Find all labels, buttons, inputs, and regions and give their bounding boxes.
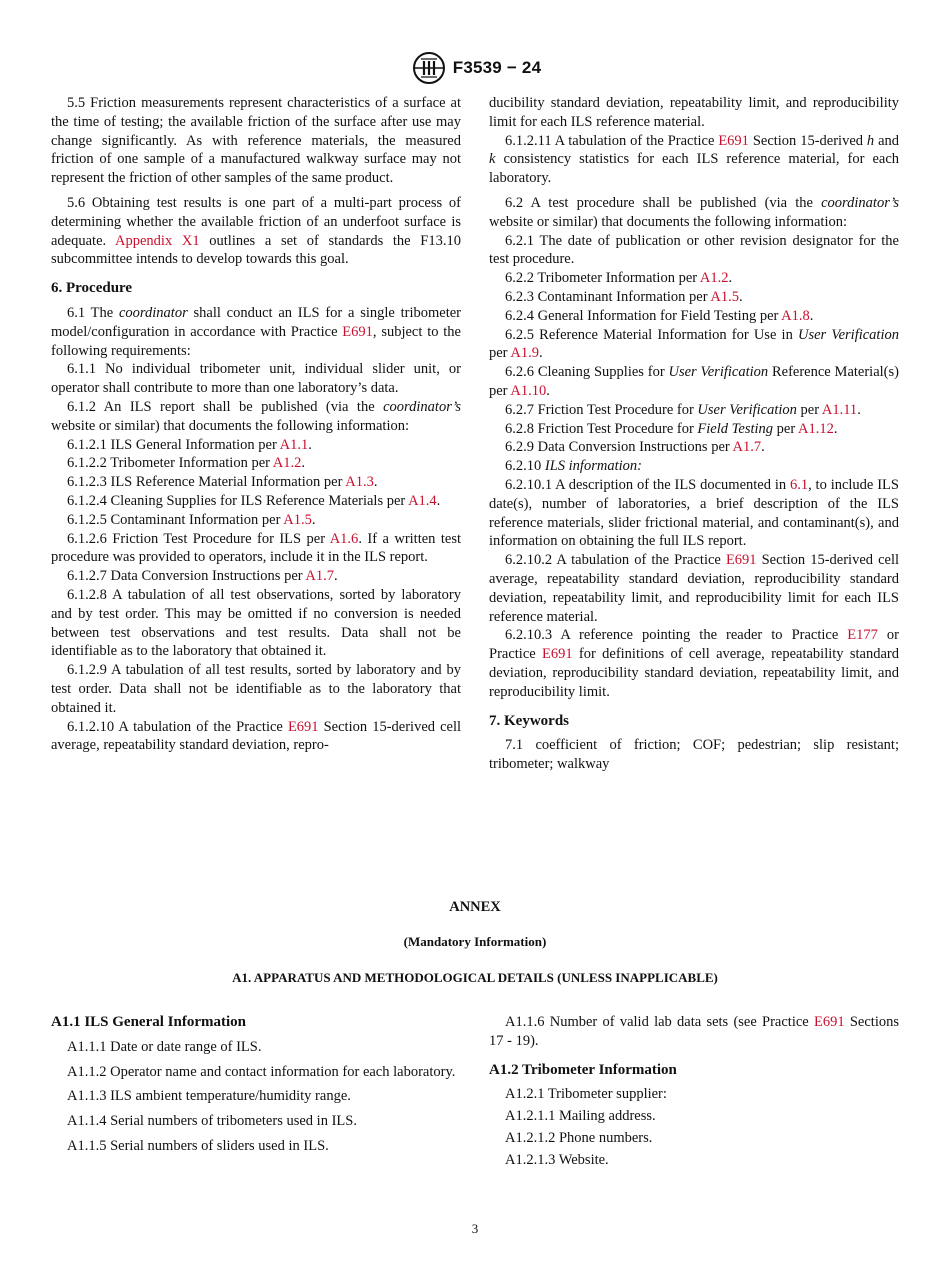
- para-6-2-4: 6.2.4 General Information for Field Testing per A1.8.: [505, 307, 814, 324]
- a1-11-link[interactable]: A1.11: [821, 401, 858, 418]
- a1-5-link[interactable]: A1.5: [283, 511, 312, 528]
- a1-2-1-3: A1.2.1.3 Website.: [505, 1151, 609, 1168]
- para-7-1: 7.1 coefficient of friction; COF; pedestrian; slip resistant; tribometer; walkway: [489, 737, 899, 773]
- a1-2-link[interactable]: A1.2: [272, 455, 302, 472]
- para-6-2-8: 6.2.8 Friction Test Procedure for Field Testing per A1.12.: [505, 420, 838, 437]
- a1-2-heading: A1.2 Tribometer Information: [489, 1061, 677, 1078]
- page-number: 3: [471, 1221, 479, 1236]
- a1-6-link[interactable]: A1.6: [329, 530, 359, 547]
- a1-2-1-2: A1.2.1.2 Phone numbers.: [505, 1129, 653, 1146]
- para-6-1-2-10: 6.1.2.10 A tabulation of the Practice E691 Section 15-derived cell average, repeatability standard deviation, repro-: [51, 718, 462, 754]
- a1-5-link[interactable]: A1.5: [710, 288, 739, 305]
- para-5-6: 5.6 Obtaining test results is one part of a multi-part process of determining whether the available friction of an underfoot surface is adequate. Appendix X1 outlines a set of standards the F13.10 subcommittee intends to develop towards this goal.: [51, 194, 461, 268]
- right-column: [489, 94, 899, 774]
- a1-2-1: A1.2.1 Tribometer supplier:: [505, 1086, 667, 1103]
- page-header: [0, 52, 950, 84]
- para-6-1-2-11: 6.1.2.11 A tabulation of the Practice E691 Section 15-derived h and k consistency statistics for each ILS reference material, for each laboratory.: [489, 132, 900, 187]
- annex-a1-heading: A1. APPARATUS AND METHODOLOGICAL DETAILS (UNLESS INAPPLICABLE): [232, 970, 718, 985]
- appendix-x1-link[interactable]: Appendix X1: [115, 232, 200, 249]
- a1-1-heading: A1.1 ILS General Information: [51, 1014, 246, 1030]
- para-6-1-2-6: 6.1.2.6 Friction Test Procedure for ILS per A1.6. If a written test procedure was provided to operators, include it in the ILS report.: [51, 530, 461, 566]
- section-6-1-link[interactable]: 6.1: [789, 476, 809, 493]
- e691-link[interactable]: E691: [542, 646, 573, 663]
- a1-9-link[interactable]: A1.9: [510, 345, 539, 362]
- e177-link[interactable]: E177: [847, 627, 878, 644]
- a1-1-2: A1.1.2 Operator name and contact information for each laboratory.: [67, 1063, 456, 1080]
- e691-link[interactable]: E691: [814, 1014, 845, 1030]
- a1-2-link[interactable]: A1.2: [699, 270, 729, 287]
- a1-1-6: A1.1.6 Number of valid lab data sets (see Practice E691 Sections 17 - 19).: [489, 1014, 899, 1049]
- annex-left-column: [51, 1013, 461, 1162]
- para-6-2-5: 6.2.5 Reference Material Information for Use in User Verification per A1.9.: [489, 326, 899, 362]
- a1-7-link[interactable]: A1.7: [732, 439, 762, 456]
- para-5-5: 5.5 Friction measurements represent characteristics of a surface at the time of testing; the available friction of the surface after use may change significantly. As with reference materials, the measured friction of one sample of a manufactured walkway surface may not represent the friction of other samples of the same product.: [51, 95, 461, 187]
- annex-title: ANNEX: [449, 899, 501, 915]
- para-6-1-2-2: 6.1.2.2 Tribometer Information per A1.2.: [67, 455, 306, 472]
- annex-right-column: [489, 1013, 899, 1173]
- a1-1-5: A1.1.5 Serial numbers of sliders used in ILS.: [67, 1137, 329, 1154]
- e691-link[interactable]: E691: [725, 552, 757, 569]
- section-7-heading: 7. Keywords: [489, 712, 569, 729]
- para-6-1-2-5: 6.1.2.5 Contaminant Information per A1.5.: [67, 511, 316, 528]
- a1-2-1-1: A1.2.1.1 Mailing address.: [505, 1108, 656, 1125]
- a1-10-link[interactable]: A1.10: [510, 382, 547, 399]
- a1-1-link[interactable]: A1.1: [279, 436, 309, 453]
- para-6-2-1: 6.2.1 The date of publication or other revision designator for the test procedure.: [489, 232, 899, 268]
- para-6-1-2: 6.1.2 An ILS report shall be published (via the coordinator’s website or similar) that documents the following information:: [51, 398, 461, 434]
- para-6-2-10-3: 6.2.10.3 A reference pointing the reader to Practice E177 or Practice E691 for definitions of cell average, repeatability standard deviation, reproducibility standard deviation, repeatability limit, and reproducibility limit.: [489, 627, 899, 700]
- para-6-2-10-2: 6.2.10.2 A tabulation of the Practice E691 Section 15-derived cell average, repeatability standard deviation, reproducibility standard deviation, repeatability limit, and reproducibility limit for each ILS reference material.: [489, 552, 900, 625]
- para-6-1: 6.1 The coordinator shall conduct an ILS for a single tribometer model/configuration in accordance with Practice E691, subject to the following requirements:: [51, 304, 462, 359]
- e691-link[interactable]: E691: [287, 718, 319, 735]
- astm-logo-icon: [409, 52, 449, 84]
- para-6-1-2-10-cont: ducibility standard deviation, repeatability limit, and reproducibility limit for each ILS reference material.: [489, 95, 899, 130]
- para-6-2-10-1: 6.2.10.1 A description of the ILS documented in 6.1, to include ILS date(s), number of laboratories, a brief description of the ILS reference materials, slider frictional material, and contaminant(s), and information on obtaining the full ILS report.: [489, 476, 899, 550]
- a1-1-4: A1.1.4 Serial numbers of tribometers used in ILS.: [67, 1113, 357, 1130]
- e691-link[interactable]: E691: [342, 323, 373, 340]
- para-6-1-2-4: 6.1.2.4 Cleaning Supplies for ILS Reference Materials per A1.4.: [67, 492, 441, 509]
- para-6-2-10: 6.2.10 ILS information:: [505, 458, 642, 475]
- a1-12-link[interactable]: A1.12: [798, 420, 834, 437]
- a1-7-link[interactable]: A1.7: [305, 568, 335, 585]
- a1-3-link[interactable]: A1.3: [345, 474, 374, 491]
- section-6-heading: 6. Procedure: [51, 280, 133, 297]
- annex-subtitle: (Mandatory Information): [403, 934, 547, 949]
- a1-1-3: A1.1.3 ILS ambient temperature/humidity range.: [67, 1088, 351, 1105]
- document-designation: F3539 − 24: [452, 57, 542, 77]
- para-6-1-2-3: 6.1.2.3 ILS Reference Material Information per A1.3.: [67, 474, 378, 491]
- para-6-2-6: 6.2.6 Cleaning Supplies for User Verification Reference Material(s) per A1.10.: [489, 364, 899, 399]
- para-6-2-9: 6.2.9 Data Conversion Instructions per A1.7.: [505, 439, 765, 456]
- para-6-2-2: 6.2.2 Tribometer Information per A1.2.: [505, 270, 733, 287]
- para-6-2-7: 6.2.7 Friction Test Procedure for User Verification per A1.11.: [505, 401, 861, 418]
- para-6-1-2-8: 6.1.2.8 A tabulation of all test observations, sorted by laboratory and by test order. This may be omitted if no conversion is needed between test observations and test results. Data shall not be identifiable as to the laboratory that obtained it.: [51, 586, 461, 660]
- a1-1-1: A1.1.1 Date or date range of ILS.: [67, 1038, 262, 1055]
- a1-4-link[interactable]: A1.4: [408, 492, 437, 509]
- para-6-1-2-9: 6.1.2.9 A tabulation of all test results, sorted by laboratory and by test order. Data shall not be identifiable as to the laboratory that obtained it.: [51, 662, 461, 716]
- para-6-2: 6.2 A test procedure shall be published (via the coordinator’s website or similar) that documents the following information:: [489, 194, 899, 230]
- para-6-1-2-1: 6.1.2.1 ILS General Information per A1.1.: [67, 436, 312, 453]
- e691-link[interactable]: E691: [718, 132, 749, 149]
- a1-8-link[interactable]: A1.8: [781, 307, 810, 324]
- para-6-1-2-7: 6.1.2.7 Data Conversion Instructions per A1.7.: [67, 568, 338, 585]
- para-6-1-1: 6.1.1 No individual tribometer unit, individual slider unit, or operator shall contribute to more than one laboratory’s data.: [51, 361, 461, 397]
- para-6-2-3: 6.2.3 Contaminant Information per A1.5.: [505, 288, 743, 305]
- left-column: [51, 94, 461, 755]
